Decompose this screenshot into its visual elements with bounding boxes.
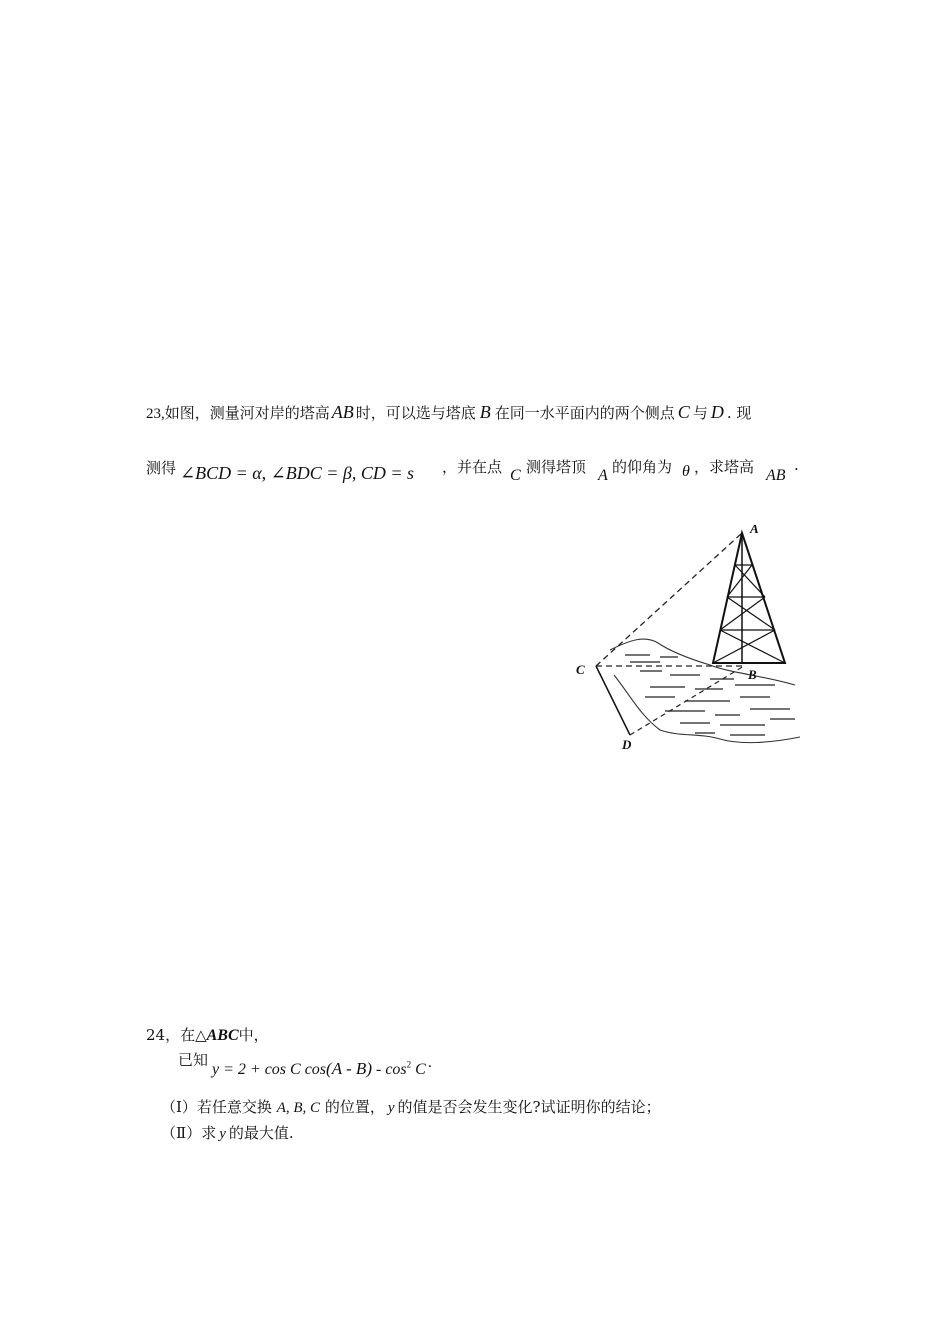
q24-number: 24，在△ — [146, 1026, 207, 1044]
q24-formula-dot: . — [427, 1054, 432, 1071]
q24-part1-middle: 的位置， — [324, 1098, 385, 1116]
q23-tower-ab: AB — [766, 467, 786, 484]
figure-label-d: D — [622, 737, 632, 752]
q23-var-c: C — [677, 402, 690, 422]
q23-text-2: 时，可以选与塔底 — [355, 404, 476, 422]
q24-part2-rest: 的最大值. — [228, 1124, 294, 1142]
q23-var-d: D — [710, 402, 724, 422]
q23-number: 23, — [146, 406, 165, 422]
q24-part2-prefix: （Ⅱ）求 — [161, 1124, 217, 1142]
q24-triangle-abc: ABC — [206, 1027, 239, 1044]
q23-point-c: C — [510, 467, 521, 484]
q23-point-a: A — [598, 467, 608, 484]
q23-text-6: ，并在点 — [442, 458, 503, 476]
figure-label-b: B — [748, 667, 757, 682]
figure-label-a: A — [750, 525, 759, 536]
q23-text-1: 如图，测量河对岸的塔高 — [164, 404, 330, 422]
q23-text-7: 测得塔顶 — [526, 458, 587, 476]
q23-var-b: B — [479, 402, 491, 422]
q23-line1 — [146, 402, 751, 423]
q23-text-5: . 现 — [726, 404, 752, 422]
q24-part1-prefix: （I）若任意交换 — [161, 1098, 272, 1116]
q23-text-9: ，求塔高 — [694, 458, 755, 476]
q24-formula-tail: C — [415, 1061, 426, 1078]
q23-angle-equation: ∠BCD = α, ∠BDC = β, CD = s — [180, 463, 415, 483]
tower-diagram — [570, 525, 810, 755]
q24-part1-rest: 的值是否会发生变化?试证明你的结论； — [397, 1098, 661, 1116]
q23-period: . — [794, 456, 799, 474]
q23-text-3: 在同一水平面内的两个侧点 — [494, 404, 675, 422]
q24-part2-y: y — [219, 1126, 226, 1142]
figure-label-c: C — [576, 662, 585, 677]
q23-var-ab: AB — [331, 402, 354, 422]
q24-part1 — [161, 1096, 661, 1117]
q24-part2 — [161, 1122, 294, 1143]
q23-text-8: 的仰角为 — [612, 458, 673, 476]
q24-formula-exponent: 2 — [406, 1059, 412, 1070]
q24-formula-lhs: y = 2 + cos C cos — [212, 1061, 327, 1078]
q24-header — [146, 1024, 269, 1045]
q23-theta: θ — [682, 463, 690, 480]
q24-known-label: 已知 — [178, 1051, 209, 1069]
q24-part1-vars: A, B, C — [276, 1100, 321, 1116]
q24-part1-y: y — [387, 1100, 395, 1116]
q24-formula-paren: (A - B) — [326, 1059, 372, 1078]
q24-formula-mid: - cos — [375, 1061, 407, 1078]
q23-text-4: 与 — [692, 404, 708, 422]
q23-measured-label: 测得 — [146, 459, 177, 477]
q24-formula — [212, 1054, 432, 1079]
q24-header-tail: 中， — [238, 1026, 269, 1044]
tower-river-figure — [570, 525, 810, 759]
